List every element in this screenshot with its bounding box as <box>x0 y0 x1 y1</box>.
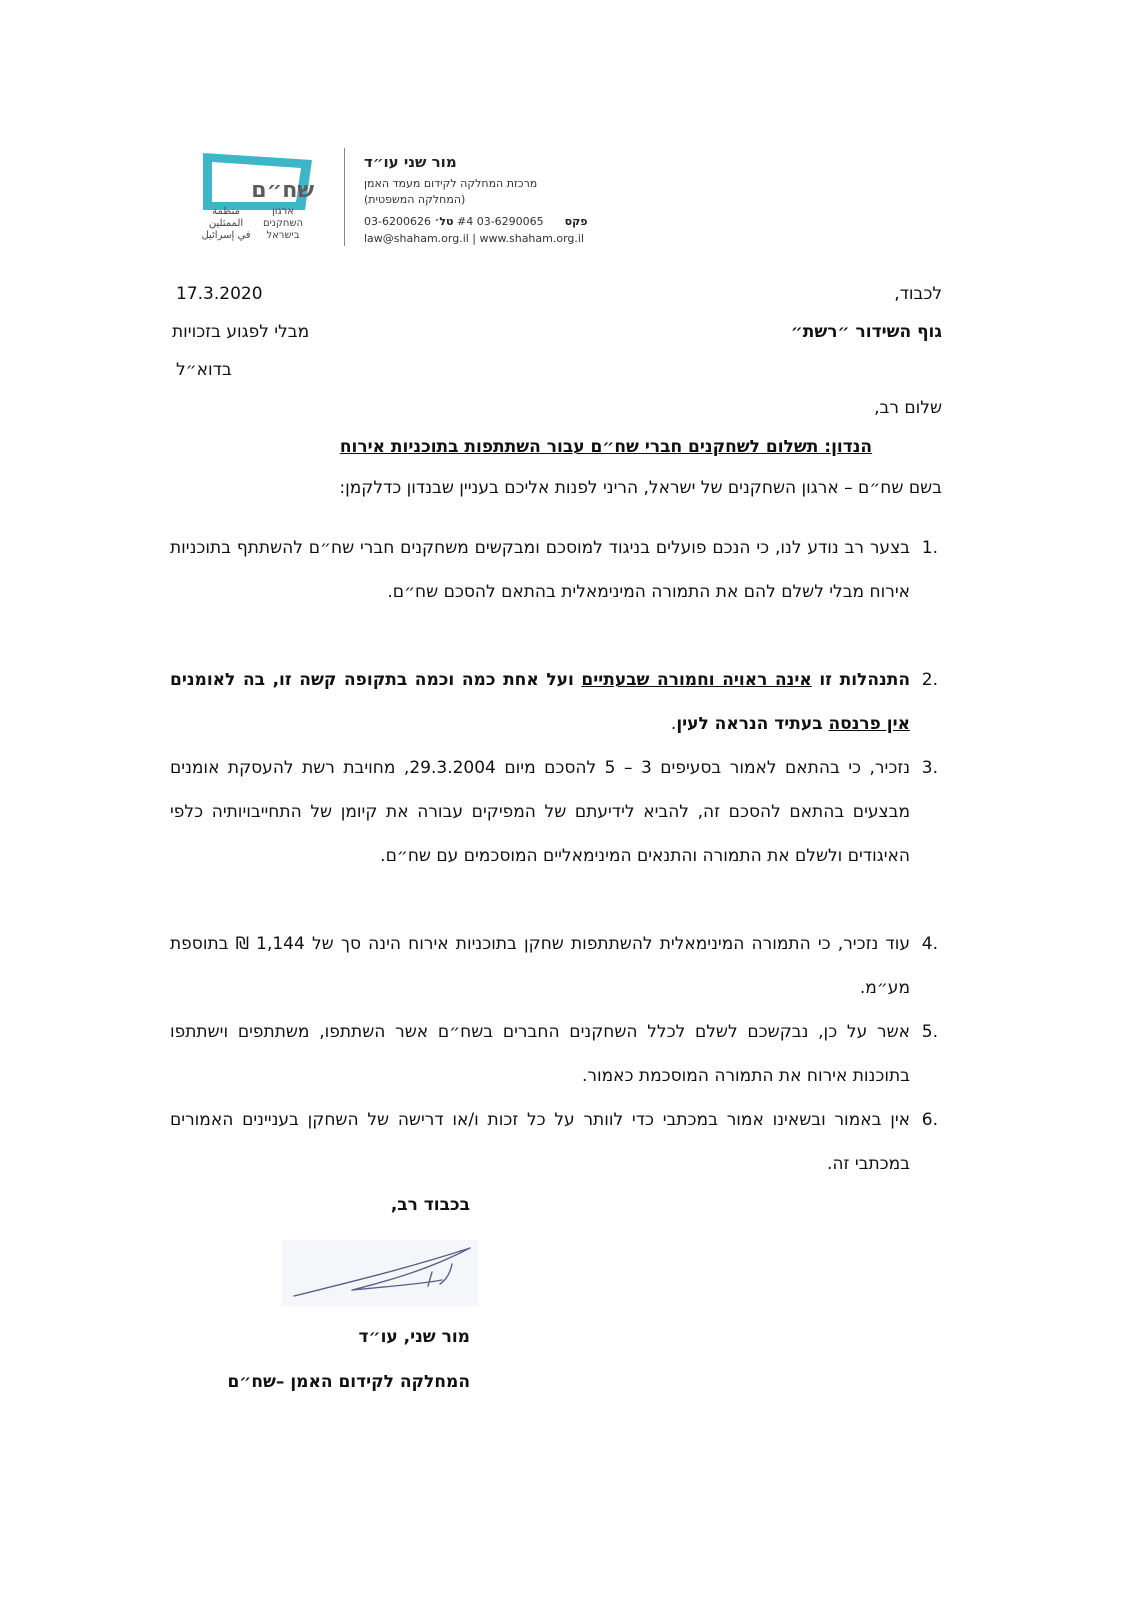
phone-label: טל׳ <box>434 215 454 228</box>
paragraph-number: 4. <box>921 934 938 954</box>
email-website-line: law@shaham.org.il | www.shaham.org.il <box>364 232 585 245</box>
closing-phrase: בכבוד רב, <box>390 1195 470 1215</box>
recipient: גוף השידור ״רשת״ <box>790 322 942 342</box>
logo-subtitle-line: בישראל <box>266 230 300 241</box>
fax-number: 03-6200626 <box>364 215 431 228</box>
phone-fax-line <box>364 214 614 231</box>
paragraph-text-part: התנהלות זו <box>811 670 910 690</box>
paragraph-number: 1. <box>921 538 938 558</box>
signer-name: מור שני, עו״ד <box>358 1327 470 1347</box>
numbered-paragraph-1 <box>170 526 938 614</box>
paragraph-text-underlined: אין פרנסה <box>828 714 910 734</box>
logo-subtitle-line: الممثلين <box>208 218 244 229</box>
paragraph-text: נזכיר, כי בהתאם לאמור בסעיפים 3 – 5 להסכם מיום 29.3.2004, מחויבת רשת להעסקת אומנים מבצעים בהתאם להסכם זה, להביא לידיעתם של המפיקים עבורה את קיומן של התחייבויותיה כלפי האיגודים ולשלם את התמורה והתנאים המינימאליים המוסכמים עם שח״ם. <box>170 758 911 866</box>
paragraph-number: 6. <box>921 1110 938 1130</box>
paragraph-text: אין באמור ובשאינו אמור במכתבי כדי לוותר על כל זכות ו/או דרישה של השחקן בעניינים האמורים במכתבי זה. <box>170 1110 910 1174</box>
without-prejudice-notice: מבלי לפגוע בזכויות <box>172 322 310 342</box>
organization-logo <box>200 150 320 246</box>
handwritten-signature <box>282 1240 478 1306</box>
numbered-paragraph-3 <box>170 746 938 878</box>
paragraph-text: אשר על כן, נבקשכם לשלם לכלל השחקנים החברים בשח״ם אשר השתתפו, משתתפים וישתתפו בתוכנות אירוח את התמורה המוסכמת כאמור. <box>170 1022 910 1086</box>
numbered-paragraph-5 <box>170 1010 938 1098</box>
paragraph-text-part: . <box>670 714 677 734</box>
paragraph-text-part: בעתיד הנראה לעין <box>676 714 829 734</box>
logo-subtitle-line: منظمة <box>212 206 240 217</box>
email-link[interactable]: law@shaham.org.il <box>364 232 469 245</box>
signer-department: המחלקה לקידום האמן –שח״ם <box>227 1372 470 1392</box>
paragraph-number: 3. <box>921 758 938 778</box>
sub-department-name: (המחלקה המשפטית) <box>364 193 466 206</box>
logo-subtitle-line: في إسرائيل <box>201 230 251 241</box>
letter-subject: הנדון: תשלום לשחקנים חברי שח״ם עבור השתתפות בתוכניות אירוח <box>339 437 873 457</box>
numbered-paragraph-4 <box>170 922 938 1010</box>
logo-subtitle-line: השחקנים <box>262 218 304 229</box>
logo-subtitle-hebrew <box>250 206 316 242</box>
lawyer-name: מור שני עו״ד <box>364 153 457 171</box>
numbered-paragraph-2 <box>170 658 938 746</box>
paragraph-number: 5. <box>921 1022 938 1042</box>
paragraph-text-underlined: אינה ראויה וחמורה שבעתיים <box>581 670 812 690</box>
fax-label: פקס <box>564 215 588 228</box>
paragraph-text-part: ועל אחת כמה וכמה בתקופה קשה זו, בה לאומנים <box>170 670 582 690</box>
letterhead-divider <box>344 148 345 246</box>
phone-number: 03-6290065 <box>476 215 544 228</box>
website-link[interactable]: www.shaham.org.il <box>479 232 585 245</box>
logo-subtitle-line: ארגון <box>272 206 294 217</box>
intro-paragraph: בשם שח״ם – ארגון השחקנים של ישראל, הריני לפנות אליכם בעניין שבנדון כדלקמן: <box>339 478 942 498</box>
letterhead-contact-block <box>364 154 614 247</box>
paragraph-number: 2. <box>921 670 938 690</box>
phone-extension: #4 <box>456 215 474 228</box>
salutation-to: לכבוד, <box>894 284 942 304</box>
department-name: מרכזת המחלקה לקידום מעמד האמן <box>364 177 538 190</box>
greeting: שלום רב, <box>874 398 942 418</box>
paragraph-text: עוד נזכיר, כי התמורה המינימאלית להשתתפות שחקן בתוכניות אירוח הינה סך של 1,144 ₪ בתוספת מע״מ. <box>170 934 911 998</box>
paragraph-text: בצער רב נודע לנו, כי הנכם פועלים בניגוד למוסכם ומבקשים משחקנים חברי שח״ם להשתתף בתוכניות אירוח מבלי לשלם להם את התמורה המינימאלית בהתאם להסכם שח״ם. <box>170 538 910 602</box>
logo-subtitle-arabic <box>200 206 252 242</box>
numbered-paragraph-6 <box>170 1098 938 1186</box>
letter-date: 17.3.2020 <box>176 284 263 304</box>
logo-wordmark: שח״ם <box>251 178 314 203</box>
delivery-method: בדוא״ל <box>176 360 232 380</box>
